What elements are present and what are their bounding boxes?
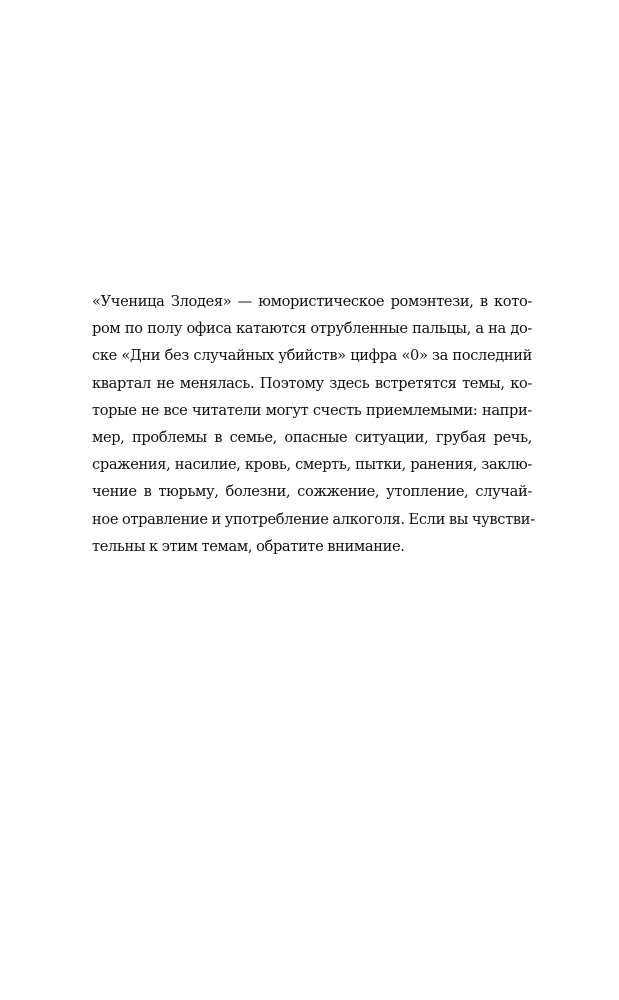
- paragraph-line-1: «Ученица Злодея» — юмористическое ромэнтези, в кото-: [92, 293, 532, 310]
- paragraph-line-4: квартал не менялась. Поэтому здесь встретятся темы, ко-: [92, 374, 532, 392]
- paragraph-line-3: ске «Дни без случайных убийств» цифра «0» за последний: [92, 347, 532, 365]
- paragraph-line-8: чение в тюрьму, болезни, сожжение, утопление, случай-: [92, 483, 532, 501]
- content-warning-paragraph: [92, 288, 535, 560]
- paragraph-line-6: мер, проблемы в семье, опасные ситуации, грубая речь,: [92, 428, 532, 446]
- paragraph-line-7: сражения, насилие, кровь, смерть, пытки, ранения, заклю-: [92, 456, 532, 474]
- paragraph-line-9: ное отравление и употребление алкоголя. Если вы чувстви-: [92, 510, 535, 528]
- paragraph-line-10: тельны к этим темам, обратите внимание.: [92, 537, 405, 555]
- paragraph-line-5: торые не все читатели могут счесть приемлемыми: напри-: [92, 401, 532, 419]
- paragraph-line-2: ром по полу офиса катаются отрубленные пальцы, а на до-: [92, 320, 532, 338]
